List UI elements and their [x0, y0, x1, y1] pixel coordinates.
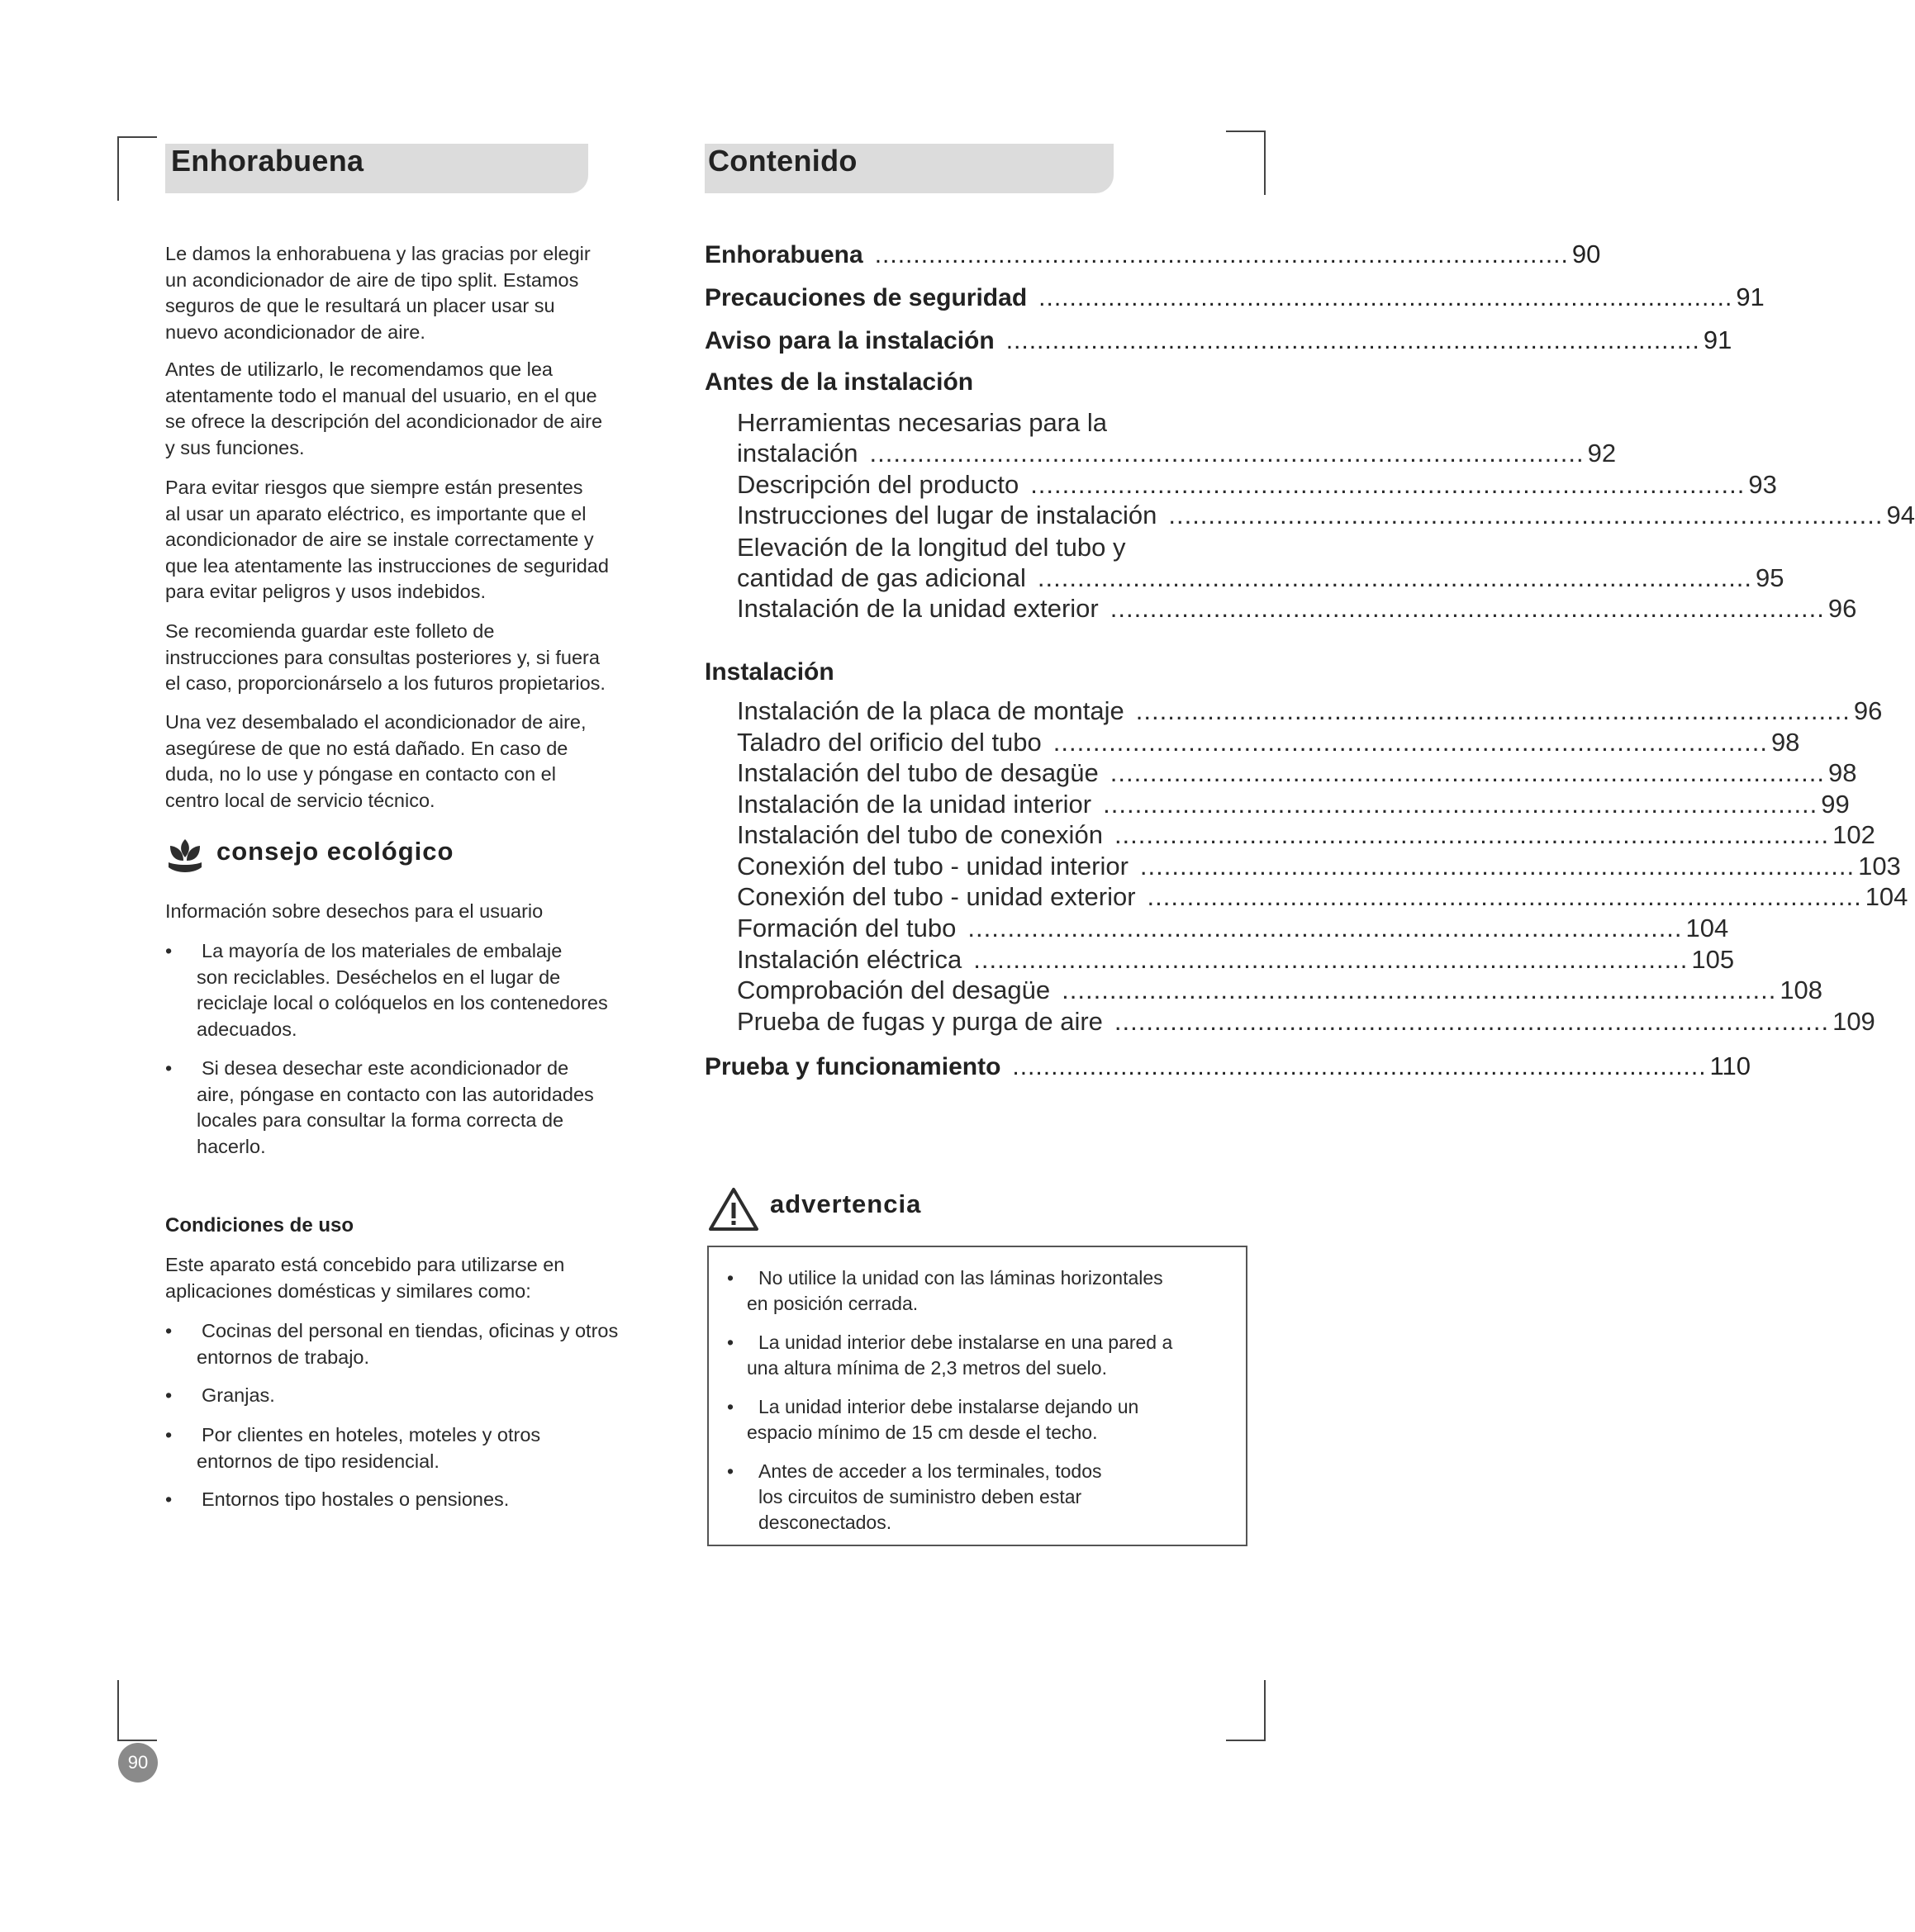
paragraph-line: Este aparato está concebido para utilizarse en [165, 1254, 565, 1275]
bullet-line: desconectados. [758, 1512, 892, 1533]
bullet-line: espacio mínimo de 15 cm desde el techo. [747, 1422, 1098, 1443]
paragraph-line: Antes de utilizarlo, le recomendamos que lea [165, 358, 553, 380]
toc-page: 93 [1748, 470, 1777, 499]
paragraph-line: seguros de que le resultará un placer usar su [165, 295, 555, 316]
bullet-line: hacerlo. [197, 1135, 266, 1157]
toc-leader: .......................................................................................... [1037, 563, 1753, 592]
paragraph-line: Le damos la enhorabuena y las gracias por elegir [165, 243, 591, 264]
toc-entry-enhorabuena[interactable] [705, 240, 1601, 269]
toc-page: 98 [1827, 758, 1857, 787]
toc-entry-fugas[interactable] [737, 1007, 1875, 1037]
toc-entry-formacion[interactable] [737, 914, 1729, 943]
toc-label: Conexión del tubo - unidad interior [737, 852, 1129, 881]
toc-leader: .......................................................................................... [1053, 728, 1768, 757]
crop-mark-bottom-left-h [117, 1740, 157, 1741]
toc-page: 96 [1827, 594, 1857, 623]
paragraph-line: asegúrese de que no está dañado. En caso de [165, 737, 568, 759]
paragraph-1 [165, 241, 669, 345]
toc-leader: .......................................................................................... [1030, 470, 1746, 499]
toc-page: 94 [1886, 501, 1915, 529]
bullet-line: una altura mínima de 2,3 metros del suelo. [747, 1357, 1107, 1379]
bullet-line: locales para consultar la forma correcta de [197, 1109, 564, 1131]
toc-label: Descripción del producto [737, 470, 1019, 499]
toc-entry-conexion-interior[interactable] [737, 852, 1901, 881]
toc-label: Enhorabuena [705, 241, 863, 268]
toc-page: 108 [1780, 975, 1823, 1004]
toc-label: Instalación de la unidad exterior [737, 594, 1099, 623]
toc-sub-label-line: Herramientas necesarias para la [737, 408, 1107, 437]
toc-heading-antes: Antes de la instalación [705, 368, 974, 396]
bullet-line: reciclaje local o colóquelos en los contenedores [197, 992, 608, 1013]
toc-leader: .......................................................................................... [1005, 327, 1700, 354]
bullet-line: entornos de tipo residencial. [197, 1450, 440, 1472]
paragraph-2 [165, 357, 669, 461]
crop-mark-bottom-right-h [1226, 1740, 1266, 1741]
bullet-line: aire, póngase en contacto con las autoridades [197, 1083, 594, 1105]
paragraph-line: al usar un aparato eléctrico, es importante que el [165, 502, 587, 525]
toc-leader: .......................................................................................... [967, 914, 1683, 942]
paragraph-line: Se recomienda guardar este folleto de [165, 620, 495, 642]
eco-intro: Información sobre desechos para el usuario [165, 900, 544, 922]
paragraph-line: que lea atentamente las instrucciones de seguridad [165, 554, 609, 577]
paragraph-line: nuevo acondicionador de aire. [165, 320, 425, 343]
toc-entry-precauciones[interactable] [705, 282, 1765, 312]
toc-leader: .......................................................................................... [1135, 696, 1851, 725]
toc-label: Instalación del tubo de conexión [737, 820, 1103, 849]
paragraph-3 [165, 475, 669, 605]
toc-leader: .......................................................................................... [1038, 284, 1733, 311]
paragraph-line: Para evitar riesgos que siempre están presentes [165, 477, 583, 498]
toc-entry-prueba[interactable] [705, 1051, 1751, 1081]
toc-page: 92 [1587, 439, 1617, 468]
crop-mark-top-left-v [117, 136, 119, 201]
toc-leader: .......................................................................................... [1110, 594, 1825, 623]
toc-entry-comprobacion[interactable] [737, 975, 1823, 1005]
toc-label: Instalación de la unidad interior [737, 790, 1092, 819]
toc-leader: .......................................................................................... [1110, 758, 1825, 787]
paragraph-line: para evitar peligros y usos indebidos. [165, 581, 486, 602]
toc-label: Instalación del tubo de desagüe [737, 758, 1099, 787]
toc-entry-placa[interactable] [737, 696, 1883, 726]
toc-page: 103 [1858, 852, 1901, 881]
paragraph-line: un acondicionador de aire de tipo split. Estamos [165, 268, 579, 291]
toc-label: Instrucciones del lugar de instalación [737, 501, 1157, 529]
bullet-line: Entornos tipo hostales o pensiones. [202, 1488, 510, 1510]
toc-label: Instalación eléctrica [737, 945, 962, 974]
toc-label: Precauciones de seguridad [705, 284, 1028, 311]
crop-mark-top-right-h [1226, 131, 1266, 132]
toc-entry-electrica[interactable] [737, 945, 1735, 975]
bullet-line: adecuados. [197, 1018, 297, 1040]
toc-label: Formación del tubo [737, 914, 957, 942]
bullet-line: La unidad interior debe instalarse en una pared a [758, 1332, 1173, 1353]
bullet-line: Por clientes en hoteles, moteles y otros [202, 1424, 541, 1445]
toc-entry-conexion-exterior[interactable] [737, 882, 1908, 912]
toc-page: 98 [1770, 728, 1800, 757]
use-bullet-1: • Cocinas del personal en tiendas, oficinas y otros entornos de trabajo. [165, 1318, 677, 1370]
bullet-line: La mayoría de los materiales de embalaje [202, 940, 563, 961]
toc-entry-unidad-interior[interactable] [737, 790, 1850, 819]
warning-bullet-4: • Antes de acceder a los terminales, todos los circuitos de suministro deben estar desconectados. [724, 1459, 1244, 1536]
toc-leader: .......................................................................................... [869, 439, 1585, 468]
toc-leader: .......................................................................................... [1012, 1053, 1707, 1080]
crop-mark-top-right-v [1264, 131, 1266, 195]
toc-page: 104 [1685, 914, 1729, 942]
paragraph-line: el caso, proporcionárselo a los futuros propietarios. [165, 672, 606, 694]
warning-title: advertencia [770, 1189, 922, 1218]
toc-label: cantidad de gas adicional [737, 563, 1026, 592]
section-title-enhorabuena: Enhorabuena [171, 144, 364, 178]
section-title-contenido: Contenido [708, 144, 858, 178]
toc-label: instalación [737, 439, 858, 468]
toc-page: 90 [1571, 240, 1601, 268]
use-bullet-3: • Por clientes en hoteles, moteles y otros entornos de tipo residencial. [165, 1422, 677, 1474]
toc-entry-unidad-exterior[interactable] [737, 594, 1857, 624]
bullet-line: Si desea desechar este acondicionador de [202, 1057, 569, 1079]
eco-leaf-icon [165, 836, 205, 876]
crop-mark-bottom-right-v [1264, 1680, 1266, 1741]
toc-leader: .......................................................................................... [1114, 1007, 1830, 1036]
use-bullet-2: • Granjas. [165, 1383, 677, 1409]
toc-page: 109 [1832, 1007, 1875, 1036]
toc-label: Conexión del tubo - unidad exterior [737, 882, 1136, 911]
page-number-badge [118, 1743, 158, 1782]
page-number: 90 [127, 1752, 149, 1773]
bullet-line: Granjas. [202, 1384, 275, 1406]
eco-bullet-1: • La mayoría de los materiales de embalaje son reciclables. Deséchelos en el lugar de reciclaje local o colóquelos en los contenedores adecuados. [165, 938, 677, 1042]
toc-leader: .......................................................................................... [1114, 820, 1830, 849]
toc-page: 99 [1821, 790, 1850, 819]
toc-page: 91 [1736, 282, 1765, 311]
toc-page: 102 [1832, 820, 1875, 849]
toc-leader: .......................................................................................... [1139, 852, 1856, 881]
toc-label: Instalación de la placa de montaje [737, 696, 1124, 725]
toc-label: Prueba de fugas y purga de aire [737, 1007, 1103, 1036]
toc-page: 96 [1853, 696, 1883, 725]
toc-page: 104 [1865, 882, 1908, 911]
bullet-line: en posición cerrada. [747, 1293, 919, 1314]
toc-entry-aviso[interactable] [705, 325, 1732, 355]
use-title: Condiciones de uso [165, 1214, 354, 1237]
paragraph-line: se ofrece la descripción del acondicionador de aire [165, 411, 603, 432]
toc-leader: .......................................................................................... [1147, 882, 1862, 911]
toc-sub-label-line: Elevación de la longitud del tubo y [737, 533, 1126, 562]
warning-bullet-2: • La unidad interior debe instalarse en una pared a una altura mínima de 2,3 metros del suelo. [724, 1330, 1244, 1381]
crop-mark-top-left-h [117, 136, 157, 138]
use-bullet-4: • Entornos tipo hostales o pensiones. [165, 1487, 677, 1513]
use-intro [165, 1252, 669, 1304]
paragraph-line: centro local de servicio técnico. [165, 789, 435, 811]
toc-entry-taladro[interactable] [737, 728, 1800, 757]
toc-leader: .......................................................................................... [1062, 975, 1777, 1004]
toc-entry-desague[interactable] [737, 758, 1857, 788]
crop-mark-bottom-left-v [117, 1680, 119, 1741]
bullet-line: entornos de trabajo. [197, 1346, 370, 1368]
toc-leader: .......................................................................................... [874, 241, 1569, 268]
toc-heading-instalacion: Instalación [705, 658, 834, 686]
paragraph-line: Una vez desembalado el acondicionador de aire, [165, 711, 587, 733]
paragraph-line: y sus funciones. [165, 436, 305, 458]
toc-entry-elevacion[interactable] [737, 563, 1784, 593]
paragraph-line: instrucciones para consultas posteriores y, si fuera [165, 646, 600, 668]
paragraph-5 [165, 710, 669, 814]
toc-leader: .......................................................................................... [1103, 790, 1818, 819]
warning-bullet-3: • La unidad interior debe instalarse dejando un espacio mínimo de 15 cm desde el techo. [724, 1394, 1244, 1445]
toc-entry-lugar[interactable] [737, 501, 1915, 530]
toc-entry-descripcion[interactable] [737, 470, 1777, 500]
eco-title: consejo ecológico [216, 837, 454, 866]
bullet-line: La unidad interior debe instalarse dejando un [758, 1396, 1139, 1417]
paragraph-line: aplicaciones domésticas y similares como: [165, 1279, 531, 1302]
toc-page: 91 [1703, 325, 1732, 354]
toc-entry-tubo-conexion[interactable] [737, 820, 1875, 850]
toc-label: Taladro del orificio del tubo [737, 728, 1042, 757]
paragraph-line: duda, no lo use y póngase en contacto con el [165, 763, 556, 785]
toc-page: 95 [1756, 563, 1784, 592]
toc-leader: .......................................................................................... [973, 945, 1689, 974]
toc-entry-herramientas[interactable] [737, 439, 1617, 468]
bullet-line: Antes de acceder a los terminales, todos [758, 1460, 1102, 1482]
toc-leader: .......................................................................................... [1168, 501, 1884, 529]
bullet-line: son reciclables. Deséchelos en el lugar de [197, 966, 561, 988]
toc-page: 105 [1691, 945, 1735, 974]
paragraph-line: atentamente todo el manual del usuario, en el que [165, 384, 597, 406]
toc-label: Aviso para la instalación [705, 327, 995, 354]
toc-label: Comprobación del desagüe [737, 975, 1051, 1004]
bullet-line: Cocinas del personal en tiendas, oficinas y otros [202, 1320, 619, 1341]
toc-label: Prueba y funcionamiento [705, 1053, 1001, 1080]
paragraph-line: acondicionador de aire se instale correctamente y [165, 529, 594, 550]
bullet-line: los circuitos de suministro deben estar [758, 1486, 1082, 1507]
toc-page: 110 [1709, 1051, 1751, 1080]
warning-triangle-icon [707, 1186, 760, 1232]
eco-bullet-2: • Si desea desechar este acondicionador de aire, póngase en contacto con las autoridades locales para consultar la forma correcta de hacerlo. [165, 1056, 677, 1160]
bullet-line: No utilice la unidad con las láminas horizontales [758, 1267, 1163, 1289]
paragraph-4 [165, 619, 669, 697]
warning-bullet-1: • No utilice la unidad con las láminas horizontales en posición cerrada. [724, 1265, 1244, 1317]
